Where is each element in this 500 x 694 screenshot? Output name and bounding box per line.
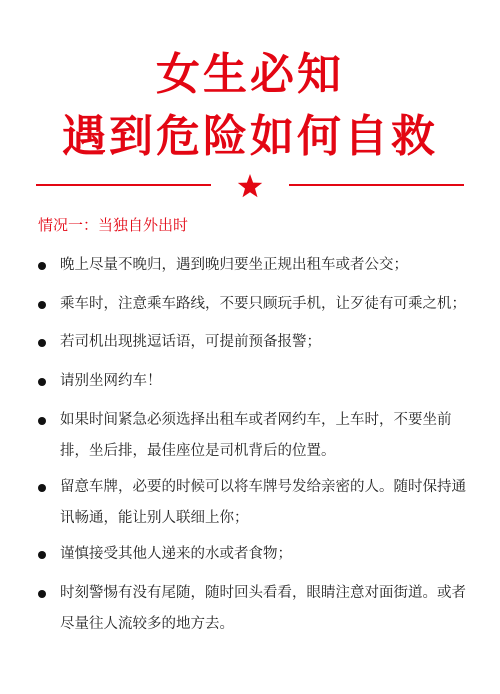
- list-item-text: 如果时间紧急必须选择出租车或者网约车，上车时，不要坐前排，坐后排，最佳座位是司机背后的位置。: [60, 412, 452, 459]
- divider-right: [289, 184, 464, 186]
- bullet-icon: [38, 378, 46, 386]
- bullet-icon: [38, 339, 46, 347]
- list-item-text: 若司机出现挑逗话语，可提前预备报警；: [60, 334, 321, 350]
- list-item-text: 留意车牌，必要的时候可以将车牌号发给亲密的人。随时保持通讯畅通，能让别人联细上你；: [60, 479, 466, 526]
- list-item-text: 乘车时，注意乘车路线，不要只顾玩手机，让歹徒有可乘之机；: [60, 296, 466, 312]
- list-item-text: 请别坐网约车！: [60, 373, 162, 389]
- divider-left: [36, 184, 211, 186]
- list-item-text: 时刻警惕有没有尾随，随时回头看看，眼睛注意对面街道。或者尽量往人流较多的地方去。: [60, 585, 466, 632]
- page-title-line-1: 女生必知: [156, 49, 344, 100]
- bullet-icon: [38, 590, 46, 598]
- bullet-icon: [38, 417, 46, 425]
- section-title: 情况一：当独自外出时: [38, 216, 189, 234]
- star-icon: [236, 172, 264, 200]
- bullet-icon: [38, 262, 46, 270]
- list-item-text: 晚上尽量不晚归，遇到晚归要坐正规出租车或者公交；: [60, 257, 408, 273]
- bullet-icon: [38, 484, 46, 492]
- list-item-text: 谨慎接受其他人递来的水或者食物；: [60, 546, 292, 562]
- bullet-icon: [38, 301, 46, 309]
- bullet-icon: [38, 551, 46, 559]
- page-title-line-2: 遇到危险如何自救: [62, 111, 438, 162]
